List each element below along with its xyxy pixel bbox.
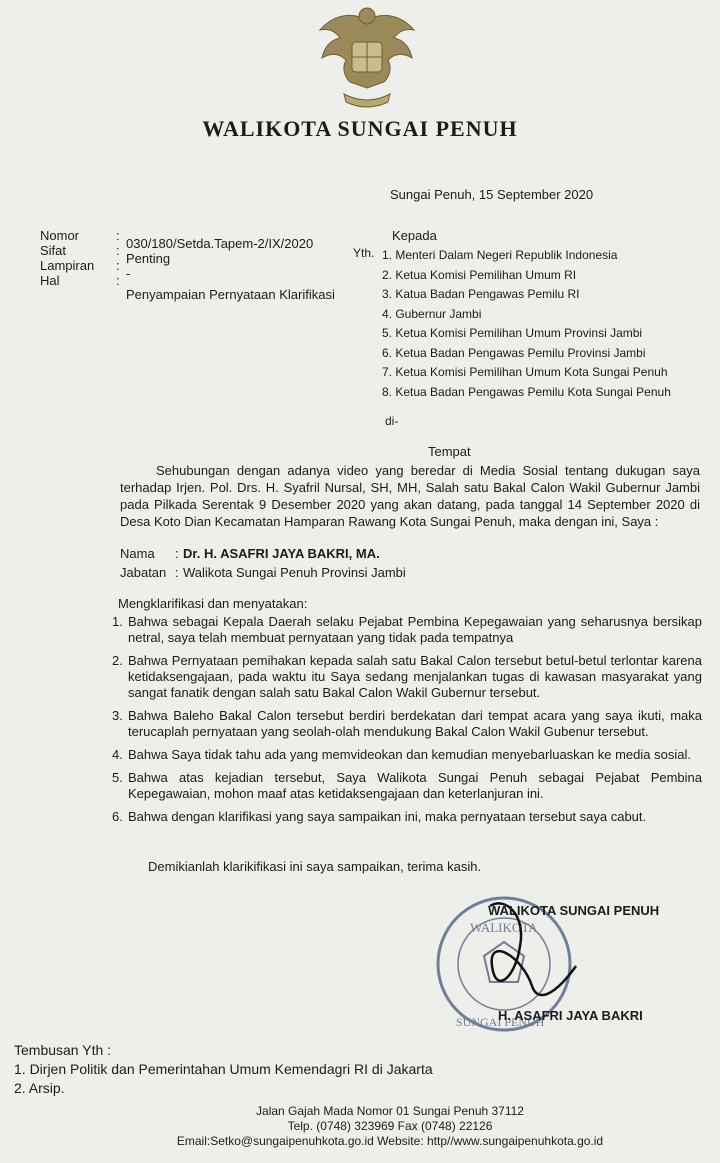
page-title: WALIKOTA SUNGAI PENUH bbox=[202, 116, 518, 141]
mengklarifikasi-heading: Mengklarifikasi dan menyatakan: bbox=[118, 596, 308, 611]
point-number: 2. bbox=[112, 653, 123, 668]
nama-label: Nama bbox=[120, 546, 155, 561]
meta-label-hal: Hal bbox=[40, 273, 60, 288]
footer-line: Email:Setko@sungaipenuhkota.go.id Website: http//www.sungaipenuhkota.go.id bbox=[176, 1134, 604, 1148]
tembusan-item: 2. Arsip. bbox=[14, 1080, 65, 1096]
recipient-item: 2. Ketua Komisi Pemilihan Umum RI bbox=[382, 267, 577, 282]
tembusan-block bbox=[14, 1041, 433, 1098]
meta-label-lampiran: Lampiran bbox=[40, 258, 95, 273]
recipient-list bbox=[382, 246, 671, 402]
meta-value-hal: Penyampaian Pernyataan Klarifikasi bbox=[126, 287, 335, 302]
identity-labels bbox=[120, 544, 166, 582]
recipient-item: 3. Katua Badan Pengawas Pemilu RI bbox=[382, 287, 580, 301]
point-text: Bahwa atas kejadian tersebut, Saya Walikota Sungai Penuh sebagai Pejabat Pembina Kepegawaian, mohon maaf atas ketidaksengajaan dan keterlanjuran ini. bbox=[128, 770, 702, 801]
clarification-point bbox=[112, 747, 702, 763]
meta-value-lampiran: - bbox=[126, 266, 131, 281]
point-text: Bahwa sebagai Kepala Daerah selaku Pejabat Pembina Kepegawaian yang seharusnya bersikap netral, saya telah membuat pernyataan yang tidak pada tempatnya bbox=[128, 614, 702, 645]
recipient-item: 8. Ketua Badan Pengawas Pemilu Kota Sungai Penuh bbox=[382, 384, 671, 399]
tembusan-item: 1. Dirjen Politik dan Pemerintahan Umum Kemendagri RI di Jakarta bbox=[14, 1061, 433, 1077]
letter-date: Sungai Penuh, 15 September 2020 bbox=[390, 187, 594, 202]
signer-title: WALIKOTA SUNGAI PENUH bbox=[488, 903, 660, 918]
clarification-points bbox=[112, 614, 702, 832]
closing-line: Demikianlah klarikifikasi ini saya sampaikan, terima kasih. bbox=[148, 859, 482, 874]
clarification-point bbox=[112, 809, 702, 825]
meta-label-sifat: Sifat bbox=[40, 243, 67, 258]
jabatan-label: Jabatan bbox=[120, 565, 167, 580]
recipient-item: 7. Ketua Komisi Pemilihan Umum Kota Sungai Penuh bbox=[382, 365, 668, 379]
point-text: Bahwa Baleho Bakal Calon tersebut berdiri berdekatan dari tempat acara yang saya ikuti, maka terucaplah pernyataan yang seolah-olah mendukung Bakal Calon Wakil Gubenur tersebut. bbox=[128, 708, 702, 739]
clarification-point bbox=[112, 770, 702, 802]
meta-colon: : bbox=[116, 273, 120, 288]
meta-colon: : bbox=[116, 243, 120, 258]
meta-value-nomor: 030/180/Setda.Tapem-2/IX/2020 bbox=[126, 236, 314, 251]
recipient-item: 1. Menteri Dalam Negeri Republik Indonesia bbox=[382, 248, 618, 262]
point-number: 6. bbox=[112, 809, 123, 824]
footer-line: Jalan Gajah Mada Nomor 01 Sungai Penuh 37112 bbox=[256, 1104, 524, 1118]
nama-value: Dr. H. ASAFRI JAYA BAKRI, MA. bbox=[183, 546, 380, 561]
point-number: 1. bbox=[112, 614, 123, 629]
meta-colons bbox=[116, 228, 120, 288]
point-number: 5. bbox=[112, 770, 123, 785]
tembusan-heading: Tembusan Yth : bbox=[14, 1042, 112, 1058]
point-text: Bahwa Pernyataan pemihakan kepada salah satu Bakal Calon tersebut betul-betul terlontar karena ketidaksengajaan, pada waktu itu Saya sedang menjalankan tugas di kawasan masyarakat yang sangat fanatik dengan salah satu Bakal Calon Wakil Gubernur tersebut. bbox=[128, 653, 702, 700]
meta-value-sifat: Penting bbox=[126, 251, 171, 266]
meta-label-nomor: Nomor bbox=[40, 228, 80, 243]
stamp-bottom-text: SUNGAI PENUH bbox=[456, 1015, 545, 1029]
intro-paragraph: Sehubungan dengan adanya video yang beredar di Media Sosial tentang dukugan saya terhadap Irjen. Pol. Drs. H. Syafril Nursal, SH, MH, Salah satu Bakal Calon Wakil Gubernur Jambi pada Pilkada Serentak 9 Desember 2020 yang akan datang, pada tanggal 14 September 2020 di Desa Koto Dian Kecamatan Hamparan Rawang Kota Sungai Penuh, maka dengan ini, Saya : bbox=[120, 463, 700, 529]
recipient-item: 6. Ketua Badan Pengawas Pemilu Provinsi Jambi bbox=[382, 345, 646, 360]
footer-line: Telp. (0748) 323969 Fax (0748) 22126 bbox=[287, 1119, 493, 1133]
point-text: Bahwa Saya tidak tahu ada yang memvideokan dan kemudian menyebarluaskan ke media sosial. bbox=[128, 747, 691, 762]
identity-colons bbox=[175, 544, 179, 582]
identity-values bbox=[183, 544, 406, 582]
kepada-label: Kepada bbox=[392, 228, 437, 243]
footer-address bbox=[0, 1104, 720, 1149]
identity-colon: : bbox=[175, 565, 179, 580]
di-label: di- bbox=[385, 414, 399, 428]
clarification-point bbox=[112, 653, 702, 701]
garuda-emblem-icon bbox=[312, 2, 422, 114]
recipient-item: 4. Gubernur Jambi bbox=[382, 306, 482, 321]
meta-colon: : bbox=[116, 228, 120, 243]
clarification-point bbox=[112, 708, 702, 740]
meta-values bbox=[126, 236, 335, 302]
signer-name: H. ASAFRI JAYA BAKRI bbox=[498, 1008, 643, 1023]
jabatan-value: Walikota Sungai Penuh Provinsi Jambi bbox=[183, 565, 406, 580]
yth-label: Yth. bbox=[353, 246, 375, 260]
point-number: 3. bbox=[112, 708, 123, 723]
point-text: Bahwa dengan klarifikasi yang saya sampaikan ini, maka pernyataan tersebut saya cabut. bbox=[128, 809, 647, 824]
recipient-item: 5. Ketua Komisi Pemilihan Umum Provinsi Jambi bbox=[382, 326, 643, 340]
meta-colon: : bbox=[116, 258, 120, 273]
point-number: 4. bbox=[112, 747, 123, 762]
stamp-top-text: WALIKOTA bbox=[470, 920, 538, 935]
identity-colon: : bbox=[175, 546, 179, 561]
clarification-point bbox=[112, 614, 702, 646]
tempat-label: Tempat bbox=[428, 444, 471, 459]
meta-labels bbox=[40, 228, 94, 288]
